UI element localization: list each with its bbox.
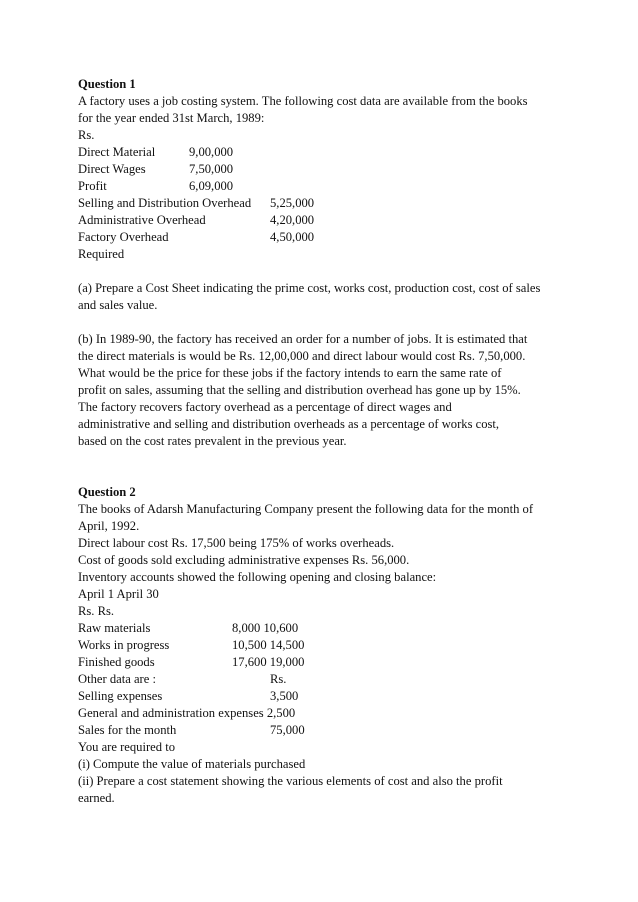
- q1-heading: Question 1: [78, 77, 136, 91]
- q2-intro-line: The books of Adarsh Manufacturing Company present the following data for the month of: [78, 502, 534, 516]
- q1-cost-value: 9,00,000: [189, 145, 234, 159]
- q1-cost-label: Direct Wages: [78, 162, 146, 176]
- q1-intro-line: for the year ended 31st March, 1989:: [78, 111, 265, 125]
- q2-inventory-label: Raw materials: [78, 621, 151, 635]
- q2-tail-line: earned.: [78, 791, 115, 805]
- q1-part-b-line: the direct materials is would be Rs. 12,00,000 and direct labour would cost Rs. 7,50,000.: [78, 349, 526, 363]
- q2-sales-value: 75,000: [270, 723, 305, 737]
- q2-other-item-value: 3,500: [270, 689, 299, 703]
- q2-inventory-value: 17,600 19,000: [232, 655, 305, 669]
- q1-part-a-line: (a) Prepare a Cost Sheet indicating the prime cost, works cost, production cost, cost of sales: [78, 281, 541, 295]
- q2-inventory-value: 8,000 10,600: [232, 621, 299, 635]
- q1-cost-value: 6,09,000: [189, 179, 234, 193]
- q2-intro-line: Direct labour cost Rs. 17,500 being 175% of works overheads.: [78, 536, 395, 550]
- q2-other-row: [78, 688, 598, 705]
- q1-cost-row: [78, 144, 598, 161]
- q2-inventory-row: [78, 654, 598, 671]
- q1-part-b-line: profit on sales, assuming that the selling and distribution overhead has gone up by 15%.: [78, 383, 521, 397]
- q2-inventory-label: Finished goods: [78, 655, 155, 669]
- q1-overhead-label: Factory Overhead: [78, 230, 169, 244]
- q1-overhead-label: Administrative Overhead: [78, 213, 206, 227]
- q1-unit-label: Rs.: [78, 128, 95, 142]
- spacer: [78, 450, 598, 484]
- q2-tail-line: (i) Compute the value of materials purchased: [78, 757, 306, 771]
- spacer: [78, 263, 598, 280]
- q1-intro-line: A factory uses a job costing system. The following cost data are available from the books: [78, 94, 528, 108]
- q2-intro-line: Inventory accounts showed the following opening and closing balance:: [78, 570, 437, 584]
- q2-tail-line: You are required to: [78, 740, 175, 754]
- q2-tail-line: (ii) Prepare a cost statement showing the various elements of cost and also the profit: [78, 774, 503, 788]
- q1-overhead-label: Selling and Distribution Overhead: [78, 196, 252, 210]
- q1-cost-label: Direct Material: [78, 145, 156, 159]
- q2-intro-line: Cost of goods sold excluding administrative expenses Rs. 56,000.: [78, 553, 410, 567]
- q2-inventory-row: [78, 620, 598, 637]
- q1-part-b-line: administrative and selling and distribution overheads as a percentage of works cost,: [78, 417, 500, 431]
- q1-cost-label: Profit: [78, 179, 107, 193]
- q2-gen-admin-line: General and administration expenses 2,500: [78, 706, 296, 720]
- q2-intro-line: April 1 April 30: [78, 587, 159, 601]
- q1-overhead-row: [78, 195, 598, 212]
- q1-cost-value: 7,50,000: [189, 162, 234, 176]
- q2-inventory-value: 10,500 14,500: [232, 638, 305, 652]
- q2-intro-line: April, 1992.: [78, 519, 140, 533]
- q1-overhead-row: [78, 212, 598, 229]
- q1-part-b-line: The factory recovers factory overhead as a percentage of direct wages and: [78, 400, 452, 414]
- spacer: [78, 314, 598, 331]
- q2-other-label: Other data are :: [78, 672, 156, 686]
- q1-cost-row: [78, 161, 598, 178]
- q2-inventory-row: [78, 637, 598, 654]
- q1-part-a-line: and sales value.: [78, 298, 158, 312]
- q2-inventory-label: Works in progress: [78, 638, 170, 652]
- q1-overhead-row: [78, 229, 598, 246]
- q2-intro-line: Rs. Rs.: [78, 604, 115, 618]
- q2-other-unit: Rs.: [270, 672, 287, 686]
- q2-other-header-row: [78, 671, 598, 688]
- q1-part-b-line: (b) In 1989-90, the factory has received an order for a number of jobs. It is estimated that: [78, 332, 528, 346]
- q2-sales-row: [78, 722, 598, 739]
- q1-cost-row: [78, 178, 598, 195]
- q2-sales-label: Sales for the month: [78, 723, 177, 737]
- q1-overhead-value: 5,25,000: [270, 196, 315, 210]
- q2-heading: Question 2: [78, 485, 136, 499]
- q1-part-b-line: based on the cost rates prevalent in the previous year.: [78, 434, 347, 448]
- q1-overhead-value: 4,50,000: [270, 230, 315, 244]
- q1-part-b-line: What would be the price for these jobs if the factory intends to earn the same rate of: [78, 366, 502, 380]
- q2-other-item-label: Selling expenses: [78, 689, 163, 703]
- document-page: [78, 76, 598, 807]
- q1-required-label: Required: [78, 247, 125, 261]
- q1-overhead-value: 4,20,000: [270, 213, 315, 227]
